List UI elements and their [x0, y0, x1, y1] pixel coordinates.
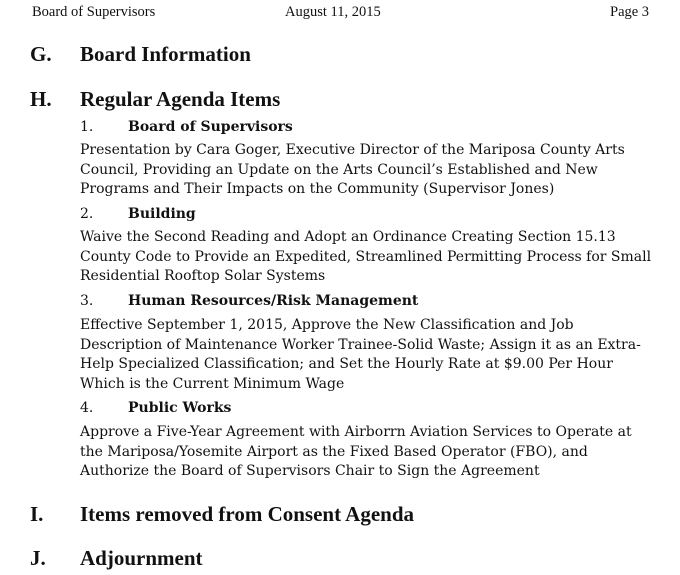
item-department: Board of Supervisors — [128, 119, 293, 135]
item-number: 2. — [80, 206, 94, 222]
section-letter: J. — [30, 546, 46, 570]
section-title: Items removed from Consent Agenda — [80, 502, 415, 526]
description-line: Help Specialized Classification; and Set the Hourly Rate at $9.00 Per Hour — [80, 356, 613, 372]
section-letter: H. — [30, 87, 52, 111]
description-line: Effective September 1, 2015, Approve the New Classification and Job — [80, 317, 574, 333]
description-line: Presentation by Cara Goger, Executive Director of the Mariposa County Arts — [80, 142, 625, 158]
description-line: Programs and Their Impacts on the Community (Supervisor Jones) — [80, 181, 555, 197]
description-line: Council, Providing an Update on the Arts Council’s Established and New — [80, 161, 598, 178]
header-page-number: Page 3 — [610, 4, 650, 20]
header-date: August 11, 2015 — [285, 4, 381, 20]
description-line: Authorize the Board of Supervisors Chair to Sign the Agreement — [80, 463, 540, 479]
section-title: Regular Agenda Items — [80, 87, 281, 111]
item-department: Human Resources/Risk Management — [128, 293, 419, 309]
description-line: the Mariposa/Yosemite Airport as the Fixed Based Operator (FBO), and — [80, 443, 588, 460]
description-line: County Code to Provide an Expedited, Streamlined Permitting Process for Small — [80, 248, 652, 265]
description-line: Residential Rooftop Solar Systems — [80, 268, 326, 284]
item-number: 3. — [80, 293, 94, 309]
item-number: 4. — [80, 400, 94, 416]
header-board-name: Board of Supervisors — [32, 4, 156, 20]
section-title: Adjournment — [80, 546, 203, 570]
section-title: Board Information — [80, 42, 251, 66]
description-line: Waive the Second Reading and Adopt an Ordinance Creating Section 15.13 — [80, 229, 616, 245]
section-letter: I. — [30, 502, 44, 526]
agenda-item-2-description — [80, 228, 670, 287]
description-line: Approve a Five-Year Agreement with Airborrn Aviation Services to Operate at — [80, 424, 632, 440]
description-line: Description of Maintenance Worker Trainee-Solid Waste; Assign it as an Extra- — [80, 336, 641, 353]
item-department: Public Works — [128, 400, 232, 416]
item-department: Building — [128, 206, 196, 222]
agenda-item-1-description — [80, 141, 670, 200]
description-line: Which is the Current Minimum Wage — [80, 375, 345, 392]
agenda-item-3-description — [80, 316, 670, 394]
item-number: 1. — [80, 119, 94, 135]
section-letter: G. — [30, 42, 52, 66]
agenda-item-4-description — [80, 423, 670, 482]
